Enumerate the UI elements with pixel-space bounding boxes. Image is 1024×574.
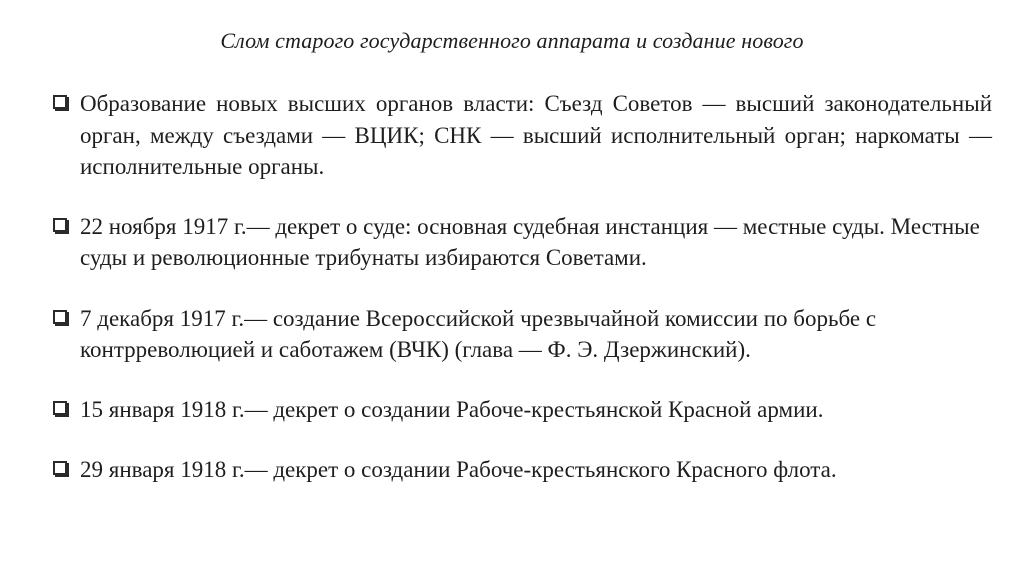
bullet-text-5: 29 января 1918 г.— декрет о создании Рабоче-крестьянского Красного флота. xyxy=(80,457,837,482)
bullet-item-1 xyxy=(52,88,992,183)
bullet-text-2: 22 ноября 1917 г.— декрет о суде: основная судебная инстанция — местные суды. Местные суды и революционные трибунаты избираются Советами. xyxy=(80,213,980,270)
bullet-item-2 xyxy=(52,211,992,274)
bullet-text-1: Образование новых высших органов власти: Съезд Советов — высший законодательный орган, между съездами — ВЦИК; СНК — высший исполнительный орган; наркоматы — исполнительные органы. xyxy=(80,91,992,179)
checkbox-bullet-icon xyxy=(53,218,67,232)
bullet-text-3: 7 декабря 1917 г.— создание Всероссийской чрезвычайной комиссии по борьбе с контрреволюцией и саботажем (ВЧК) (глава — Ф. Э. Дзержинский). xyxy=(80,305,877,362)
bullet-item-4 xyxy=(52,394,992,426)
bullet-text-4: 15 января 1918 г.— декрет о создании Рабоче-крестьянской Красной армии. xyxy=(80,396,824,422)
checkbox-bullet-icon xyxy=(53,401,67,415)
bullet-item-5 xyxy=(52,454,992,486)
bullet-item-3 xyxy=(52,303,992,366)
checkbox-bullet-icon xyxy=(53,461,67,475)
bullet-list xyxy=(52,88,992,486)
checkbox-bullet-icon xyxy=(53,310,67,324)
slide-title: Слом старого государственного аппарата и создание нового xyxy=(220,28,804,53)
checkbox-bullet-icon xyxy=(53,95,67,109)
